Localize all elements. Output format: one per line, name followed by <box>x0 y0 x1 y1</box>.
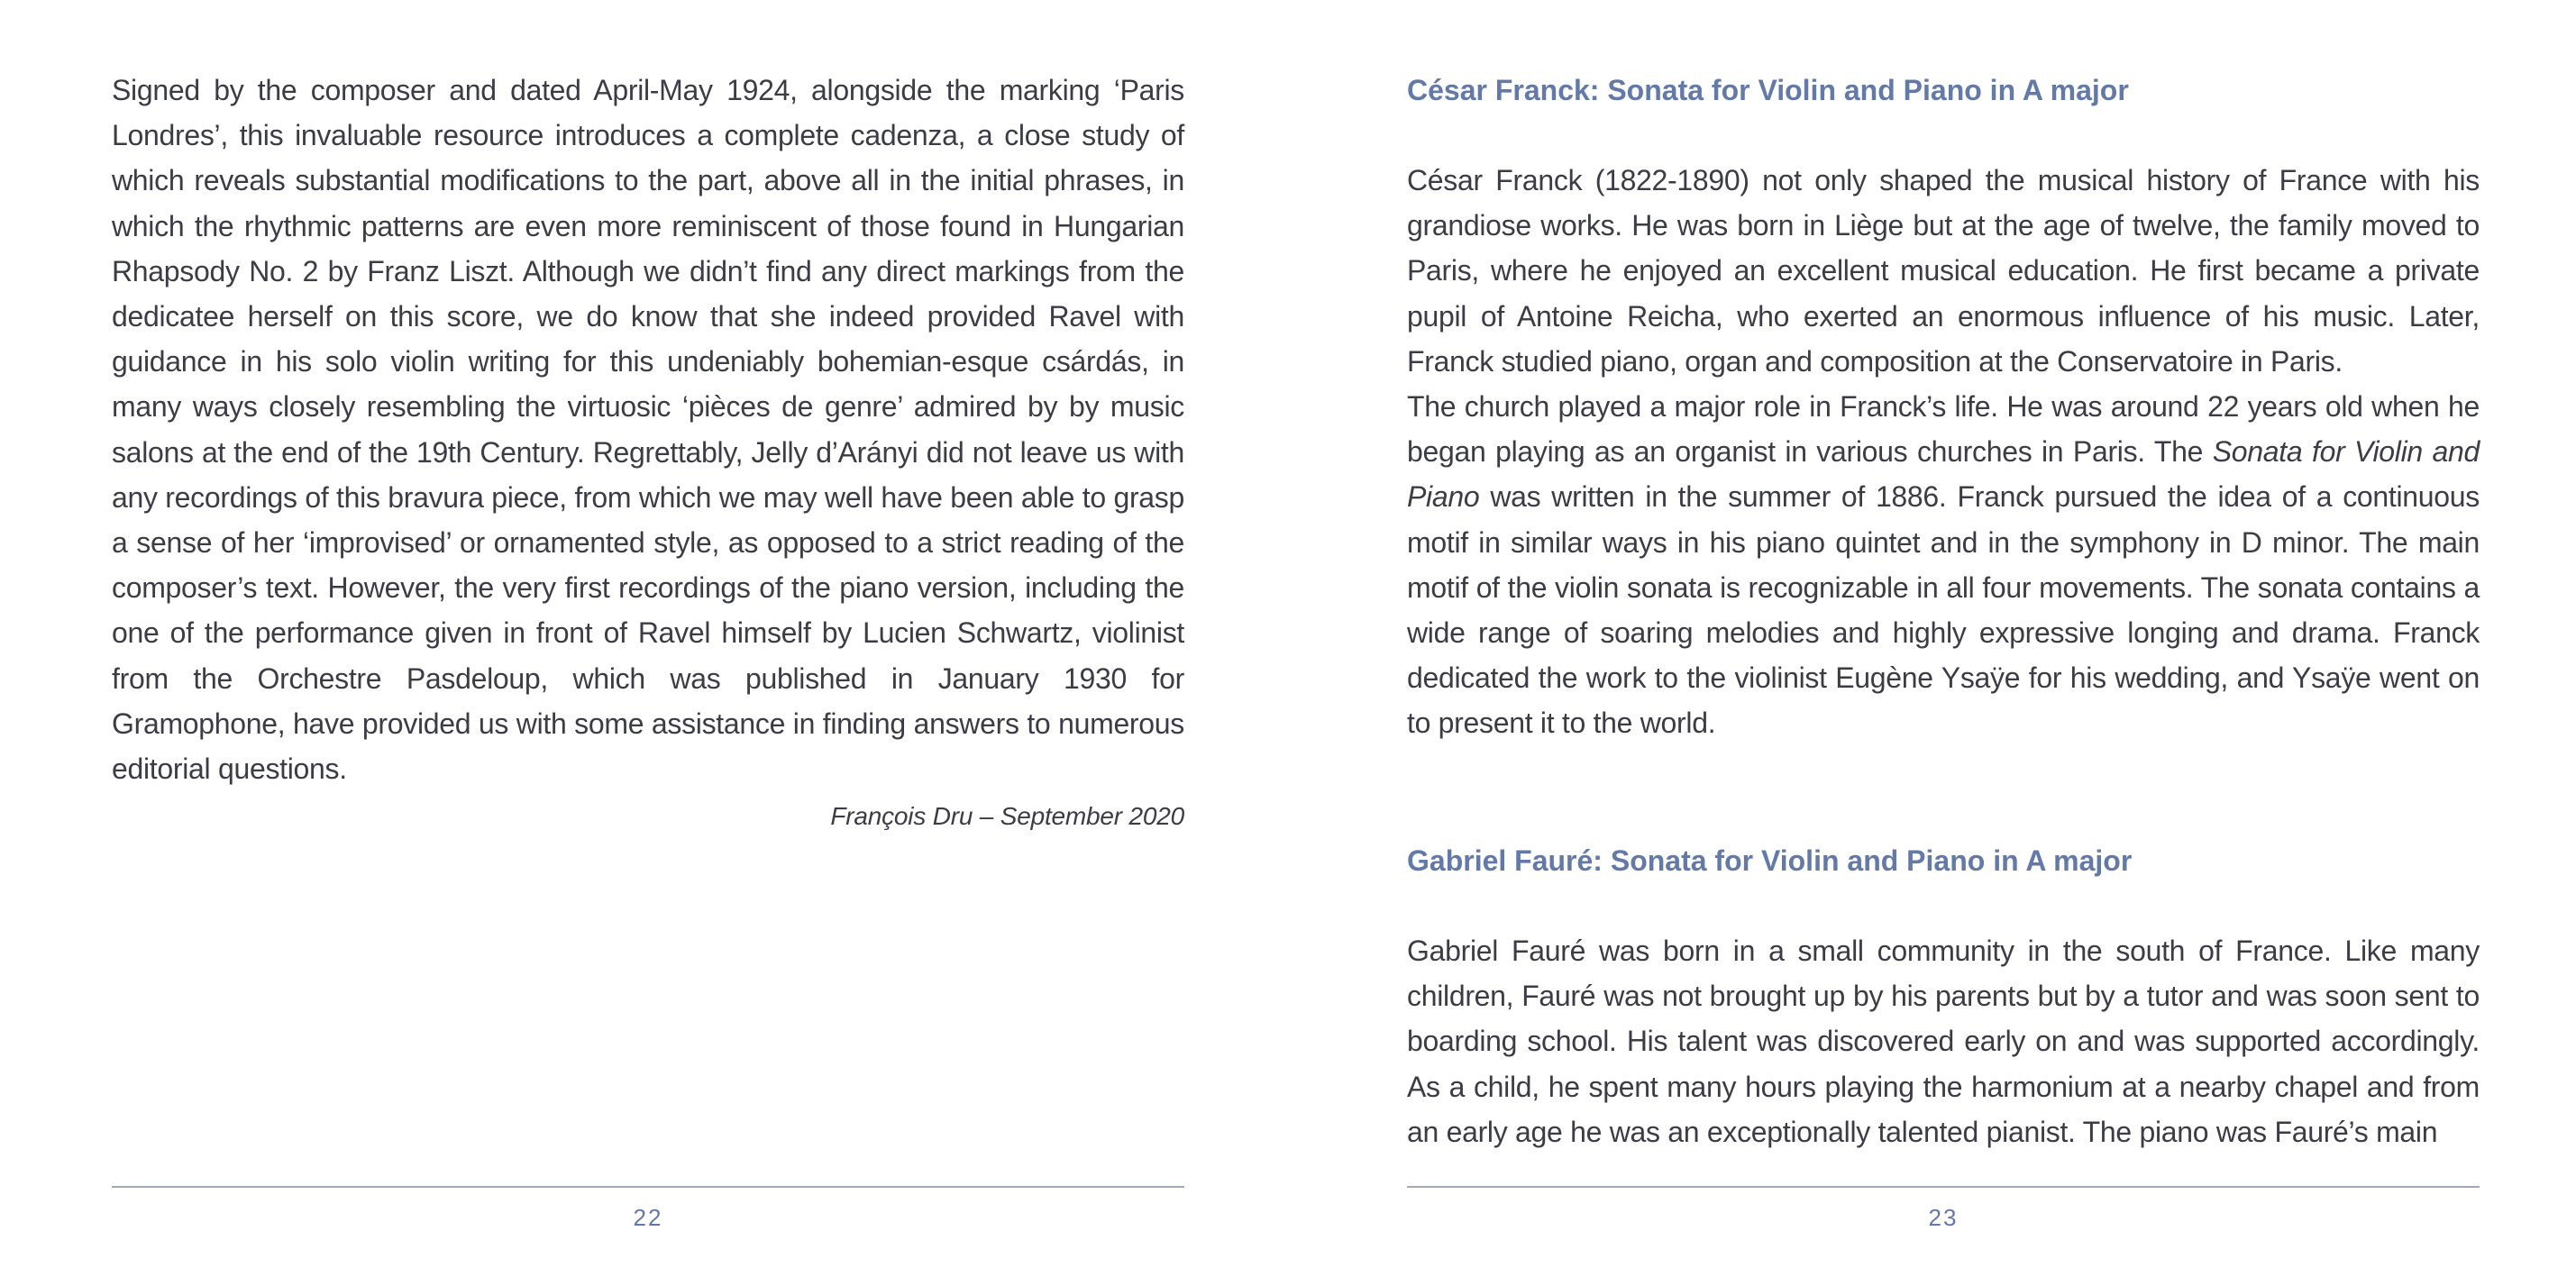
franck-paragraph-2-start: The church played a major role in Franck’s life. He was around 22 years old when he began playing as an organist in various churches in Paris. The <box>1407 390 2480 469</box>
franck-paragraph-2-end: was written in the summer of 1886. Franck pursued the idea of a continuous motif in similar ways in his piano quintet and in the symphony in D minor. The main motif of the violin sonata is recognizable in all four movements. The sonata contains a wide range of soaring melodies and highly expressive longing and drama. Franck dedicated the work to the violinist Eugène Ysaÿe for his wedding, and Ysaÿe went on to present it to the world. <box>1407 480 2480 740</box>
franck-paragraph-2 <box>1407 384 2480 746</box>
franck-paragraph-1: César Franck (1822-1890) not only shaped the musical history of France with his grandiose works. He was born in Liège but at the age of twelve, the family moved to Paris, where he enjoyed an excellent musical education. He first became a private pupil of Antoine Reicha, who exerted an enormous influence of his music. Later, Franck studied piano, organ and composition at the Conservatoire in Paris. <box>1407 164 2480 378</box>
right-footer-rule <box>1407 1186 2480 1188</box>
faure-paragraph: Gabriel Fauré was born in a small community in the south of France. Like many children, Fauré was not brought up by his parents but by a tutor and was soon sent to boarding school. His talent was discovered early on and was supported accordingly. As a child, he spent many hours playing the harmonium at a nearby chapel and from an early age he was an exceptionally talented pianist. The piano was Fauré’s main <box>1407 935 2480 1148</box>
left-page <box>112 0 1184 1277</box>
left-page-number: 22 <box>633 1204 663 1231</box>
right-page <box>1407 0 2480 1277</box>
sonata-title-italic: Sonata for Violin and Piano <box>1407 435 2480 514</box>
faure-section <box>1407 928 2480 1155</box>
author-signature: François Dru – September 2020 <box>830 802 1184 830</box>
right-page-number: 23 <box>1928 1204 1959 1231</box>
franck-heading: César Franck: Sonata for Violin and Piano in A major <box>1407 74 2129 106</box>
faure-heading: Gabriel Fauré: Sonata for Violin and Piano in A major <box>1407 844 2133 877</box>
left-body-paragraph: Signed by the composer and dated April-May 1924, alongside the marking ‘Paris Londres’, this invaluable resource introduces a complete cadenza, a close study of which reveals substantial modifications to the part, above all in the initial phrases, in which the rhythmic patterns are even more reminiscent of those found in Hungarian Rhapsody No. 2 by Franz Liszt. Although we didn’t find any direct markings from the dedicatee herself on this score, we do know that she indeed provided Ravel with guidance in his solo violin writing for this undeniably bohemian-esque csárdás, in many ways closely resembling the virtuosic ‘pièces de genre’ admired by by music salons at the end of the 19th Century. Regrettably, Jelly d’Arányi did not leave us with any recordings of this bravura piece, from which we may well have been able to grasp a sense of her ‘improvised’ or ornamented style, as opposed to a strict reading of the composer’s text. However, the very first recordings of the piano version, including the one of the performance given in front of Ravel himself by Lucien Schwartz, violinist from the Orchestre Pasdeloup, which was published in January 1930 for Gramophone, have provided us with some assistance in finding answers to numerous editorial questions. <box>112 74 1184 786</box>
left-footer-rule <box>112 1186 1184 1188</box>
franck-section <box>1407 158 2480 746</box>
